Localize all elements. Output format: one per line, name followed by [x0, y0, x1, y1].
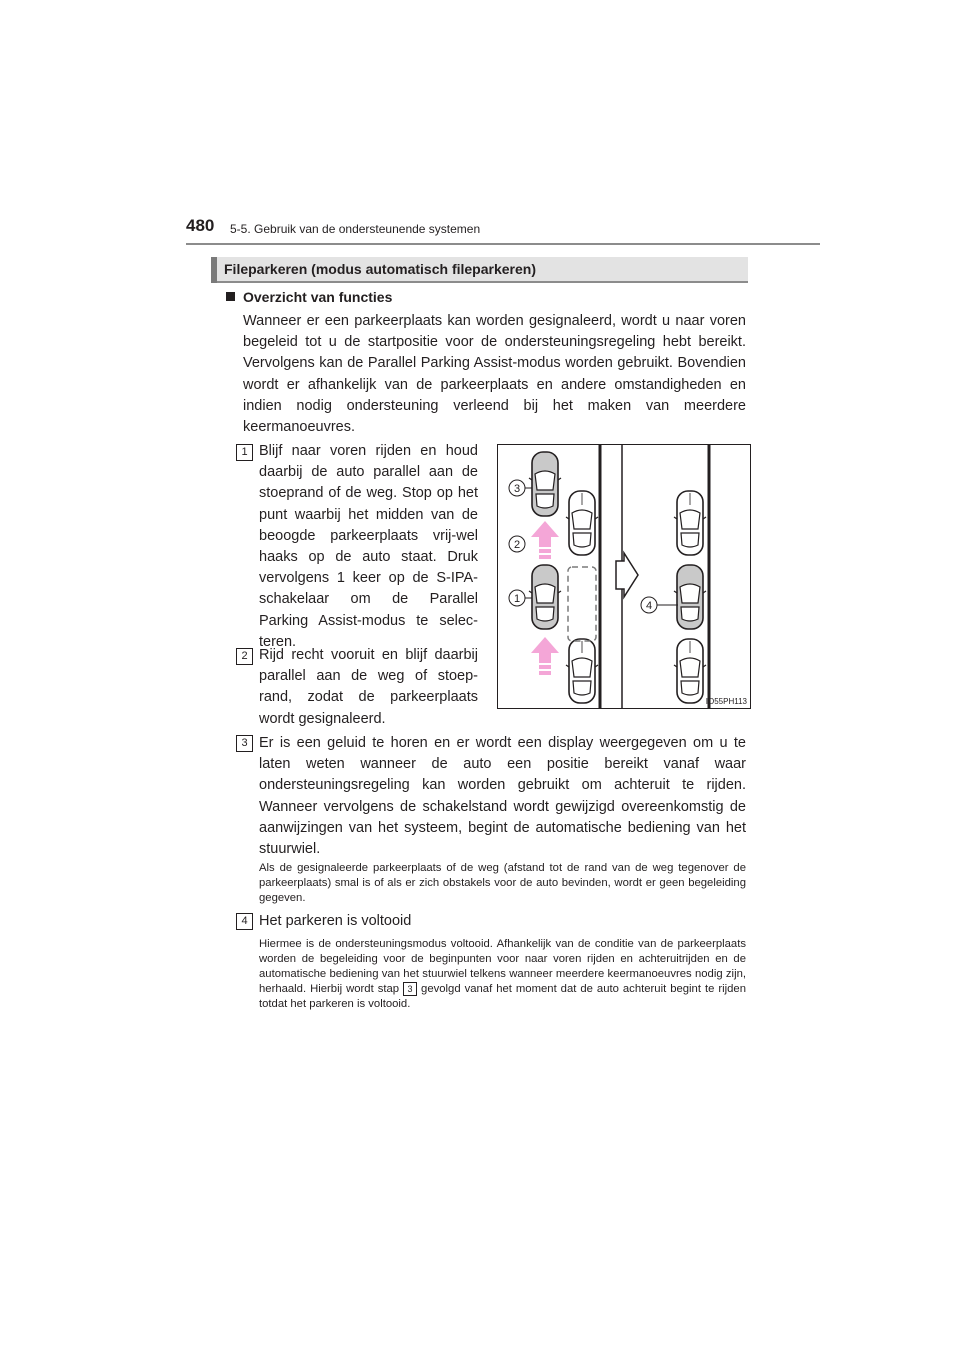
parked-car-rear-left: [566, 639, 598, 703]
forward-arrow-upper: [531, 521, 559, 559]
callout-3: [509, 480, 532, 496]
step-text-1: Blijf naar voren rijden en houd daarbij de auto parallel aan de stoeprand of de weg. Stop op het punt waarbij het midden van de beoogde parkeerplaats vrij-wel haaks op de auto staat. Druk vervolgens 1 keer op de S-IPA-schakelaar om de Parallel Parking Assist-modus te selec-teren.: [259, 443, 478, 650]
page-number: 480: [186, 216, 215, 235]
step-note-4: [259, 937, 746, 1012]
car-position-1: [529, 565, 561, 629]
forward-arrow-lower: [531, 637, 559, 675]
section-title: 5-5. Gebruik van de ondersteunende systemen: [230, 222, 481, 236]
step-text-4: Het parkeren is voltooid: [259, 913, 412, 929]
step-note-4-part-b: gevolgd vanaf het moment dat de auto achteruit begint te rijden totdat het parkeren is voltooid.: [259, 983, 747, 1010]
step-number-1: 1: [236, 444, 253, 461]
step-note-4-part-a: Hiermee is de ondersteuningsmodus voltooid. Afhankelijk van de conditie van de parkeerplaats worden de begeleiding voor de beginpunten voor naar voren rijden en achteruitrijden en de automatische bediening van het stuurwiel telkens wanneer meerdere keermanoeuvres nodig zijn, herhaald. Hierbij wordt stap: [259, 938, 746, 995]
parked-car-front-right: [674, 491, 706, 555]
page-title: Fileparkeren (modus automatisch fileparkeren): [224, 261, 536, 277]
parked-car-rear-right: [674, 639, 706, 703]
svg-text:3: 3: [513, 483, 521, 495]
subheading-text: Overzicht van functies: [243, 289, 393, 305]
step-number-4: 4: [236, 913, 253, 930]
step-number-3: 3: [236, 735, 253, 752]
subheading: [226, 289, 392, 305]
car-position-3: [529, 452, 561, 516]
car-parked-final: [674, 565, 706, 629]
parking-diagram: [497, 444, 751, 709]
parked-car-front-left: [566, 491, 598, 555]
title-bar: [211, 257, 748, 283]
svg-text:2: 2: [513, 539, 521, 551]
intro-paragraph: Wanneer er een parkeerplaats kan worden gesignaleerd, wordt u naar voren begeleid tot u de startpositie voor de ondersteuningsregeling hebt bereikt. Vervolgens kan de Parallel Parking Assist-modus worden gebruikt. Bovendien wordt er afhankelijk van de parkeerplaats en andere omstandigheden en indien nodig ondersteuning verleend bij het maken van meerdere keermanoeuvres.: [243, 313, 746, 436]
callout-1: [509, 590, 532, 606]
callout-2: [509, 536, 525, 552]
target-parking-space: [568, 567, 596, 641]
parking-illustration: [498, 445, 750, 708]
figure-code: IO55PH113: [705, 697, 747, 706]
svg-text:1: 1: [513, 593, 521, 605]
step-note-3: Als de gesignaleerde parkeerplaats of de weg (afstand tot de rand van de weg tegenover de parkeerplaats) smal is of als er zich obstakels voor de auto bevinden, wordt er geen begeleiding gegeven.: [259, 862, 746, 904]
square-bullet-icon: [226, 292, 235, 301]
callout-4: [641, 597, 678, 613]
step-number-2: 2: [236, 648, 253, 665]
inline-step-ref: 3: [403, 982, 417, 996]
transition-arrow: [616, 553, 638, 597]
header-rule: [186, 243, 820, 245]
step-text-3: Er is een geluid te horen en er wordt een display weergegeven om u te laten weten wanneer de auto een positie bereikt vanaf waar ondersteuningsregeling kan worden gebruikt om achteruit te rijden. Wanneer vervolgens de schakelstand wordt gewijzigd overeenkomstig de aanwijzingen van het systeem, begint de automatische bediening van het stuurwiel.: [259, 735, 746, 858]
svg-text:4: 4: [645, 600, 653, 612]
title-bar-marker: [211, 257, 217, 283]
step-text-2: Rijd recht vooruit en blijf daarbij parallel aan de weg of stoep-rand, zodat de parkeerplaats wordt gesignaleerd.: [259, 647, 478, 727]
